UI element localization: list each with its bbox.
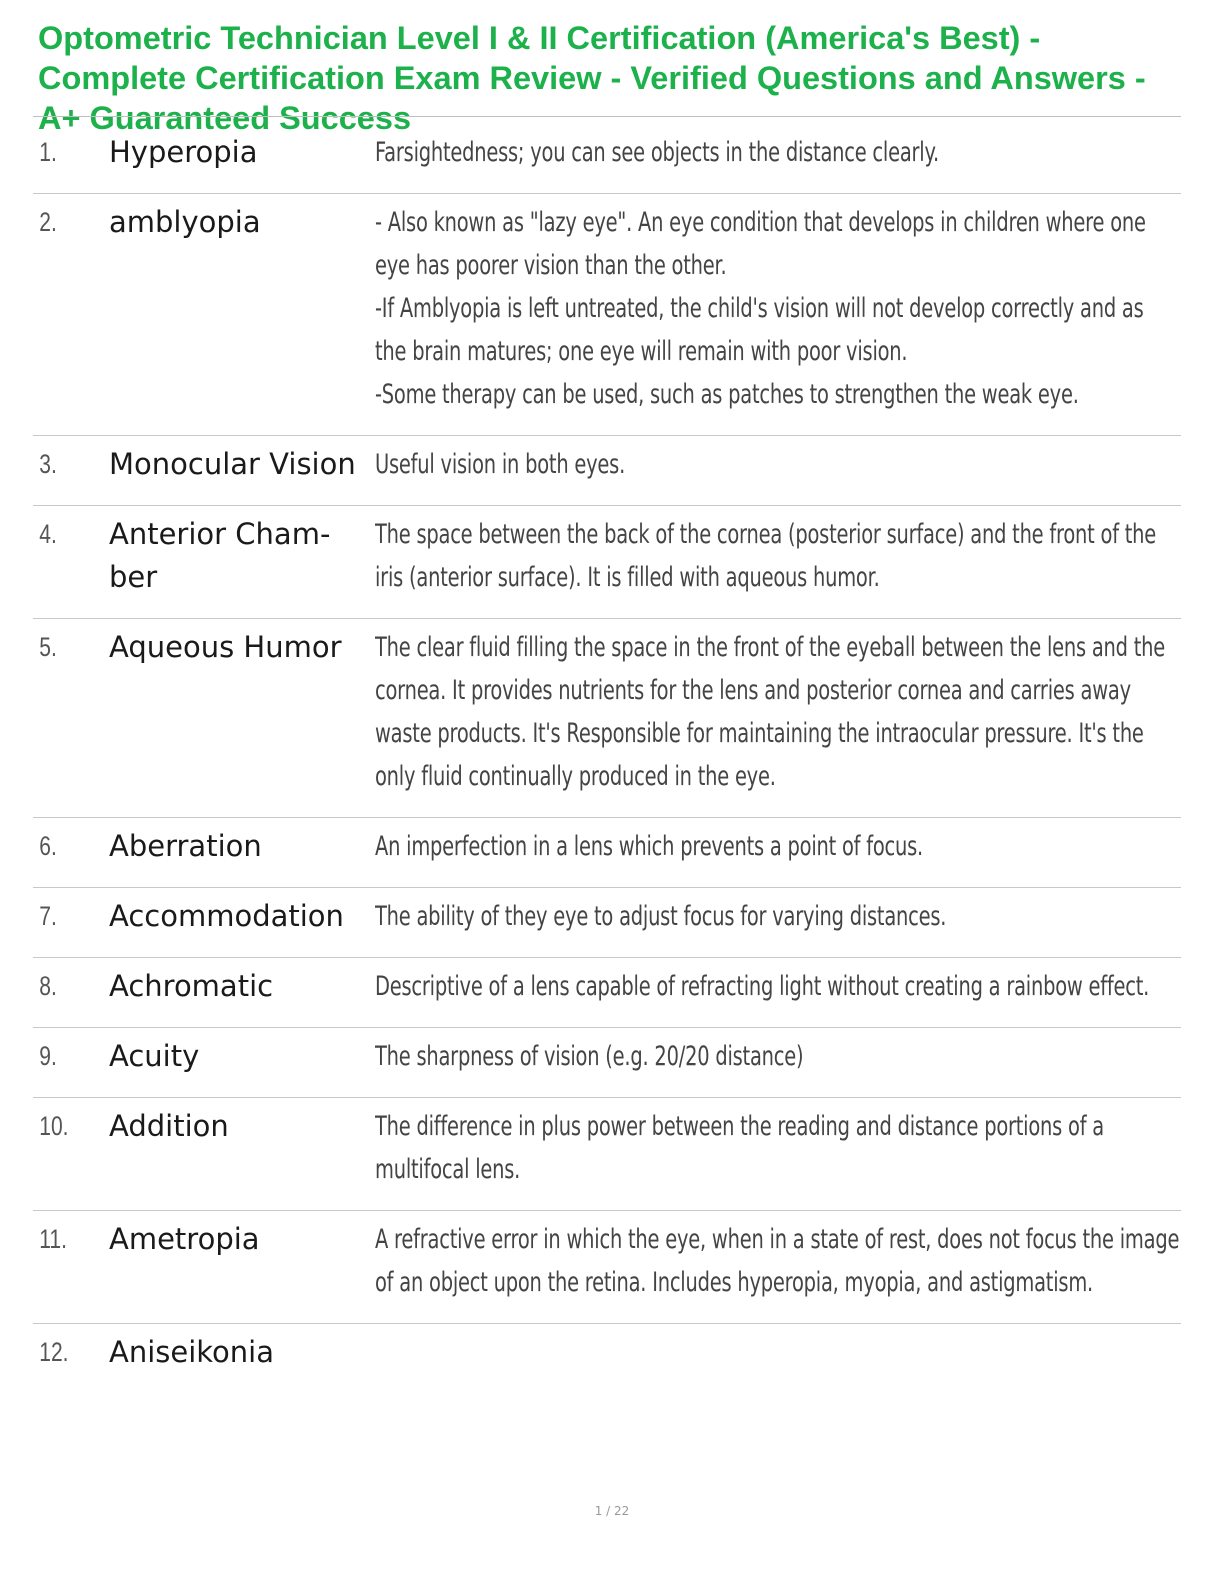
term-definition	[375, 513, 1181, 599]
definition-line: iris (anterior surface). It is filled with aqueous humor.	[375, 562, 880, 593]
definition-line: waste products. It's Responsible for maintaining the intraocular pressure. It's the	[375, 718, 1144, 749]
definition-line: Useful vision in both eyes.	[375, 449, 626, 480]
definition-line: Farsightedness; you can see objects in the distance clearly.	[375, 137, 939, 168]
definition-line: A refractive error in which the eye, when in a state of rest, does not focus the image	[375, 1224, 1180, 1255]
term-row	[33, 506, 1181, 619]
term-row	[33, 1098, 1181, 1211]
definition-line: only fluid continually produced in the eye.	[375, 761, 776, 792]
term-name: Anterior Cham- ber	[109, 517, 331, 594]
term-name: Ametropia	[109, 1222, 260, 1256]
page-number: 1 / 22	[594, 1504, 630, 1518]
term-list	[33, 124, 1181, 1393]
definition-line: The difference in plus power between the reading and distance portions of a	[375, 1111, 1104, 1142]
definition-line: the brain matures; one eye will remain with poor vision.	[375, 336, 908, 367]
term-name: Aberration	[109, 829, 262, 863]
term-number: 8.	[39, 971, 57, 1001]
definition-line: An imperfection in a lens which prevents a point of focus.	[375, 831, 924, 862]
term-row	[33, 888, 1181, 958]
term-row	[33, 1028, 1181, 1098]
definition-line: -If Amblyopia is left untreated, the child's vision will not develop correctly and as	[375, 293, 1144, 324]
term-name: Monocular Vision	[109, 447, 356, 481]
term-definition	[375, 895, 1181, 938]
term-number: 10.	[39, 1111, 69, 1141]
definition-line: -Some therapy can be used, such as patches to strengthen the weak eye.	[375, 379, 1079, 410]
definition-line: The space between the back of the cornea (posterior surface) and the front of the	[375, 519, 1157, 550]
term-name: Achromatic	[109, 969, 274, 1003]
term-definition	[375, 1331, 1181, 1374]
term-number: 4.	[39, 519, 57, 549]
term-row	[33, 958, 1181, 1028]
term-name: amblyopia	[109, 205, 261, 239]
definition-line: cornea. It provides nutrients for the lens and posterior cornea and carries away	[375, 675, 1131, 706]
term-definition	[375, 201, 1181, 416]
term-name: Aqueous Humor	[109, 630, 342, 664]
term-row	[33, 194, 1181, 436]
term-definition	[375, 443, 1181, 486]
term-number: 2.	[39, 207, 57, 237]
page-title: Optometric Technician Level I & II Certification (America's Best) - Complete Certification Exam Review - Verified Questions and Answers - A+ Guaranteed Success	[38, 20, 1146, 136]
term-number: 11.	[39, 1224, 67, 1254]
term-row	[33, 124, 1181, 194]
term-row	[33, 619, 1181, 818]
term-definition	[375, 1218, 1181, 1304]
term-definition	[375, 131, 1181, 174]
term-definition	[375, 825, 1181, 868]
term-number: 9.	[39, 1041, 57, 1071]
definition-line: Descriptive of a lens capable of refracting light without creating a rainbow effect.	[375, 971, 1150, 1002]
definition-line: The sharpness of vision (e.g. 20/20 distance)	[375, 1041, 804, 1072]
term-name: Aniseikonia	[109, 1335, 274, 1369]
definition-line: multifocal lens.	[375, 1154, 521, 1185]
title-divider	[33, 116, 1181, 117]
term-definition	[375, 1105, 1181, 1191]
term-name: Accommodation	[109, 899, 344, 933]
term-row	[33, 1211, 1181, 1324]
term-row	[33, 818, 1181, 888]
term-row	[33, 1324, 1181, 1393]
term-definition	[375, 965, 1181, 1008]
definition-line: - Also known as "lazy eye". An eye condition that develops in children where one	[375, 207, 1146, 238]
term-definition	[375, 626, 1181, 798]
term-number: 3.	[39, 449, 57, 479]
term-number: 1.	[39, 137, 57, 167]
definition-line: The clear fluid filling the space in the front of the eyeball between the lens and the	[375, 632, 1166, 663]
term-row	[33, 436, 1181, 506]
term-number: 12.	[39, 1337, 69, 1367]
term-definition	[375, 1035, 1181, 1078]
term-name: Hyperopia	[109, 135, 258, 169]
term-number: 7.	[39, 901, 57, 931]
definition-line: eye has poorer vision than the other.	[375, 250, 727, 281]
term-name: Addition	[109, 1109, 229, 1143]
term-name: Acuity	[109, 1039, 200, 1073]
term-number: 6.	[39, 831, 57, 861]
definition-line: The ability of they eye to adjust focus for varying distances.	[375, 901, 947, 932]
definition-line: of an object upon the retina. Includes hyperopia, myopia, and astigmatism.	[375, 1267, 1094, 1298]
term-number: 5.	[39, 632, 57, 662]
